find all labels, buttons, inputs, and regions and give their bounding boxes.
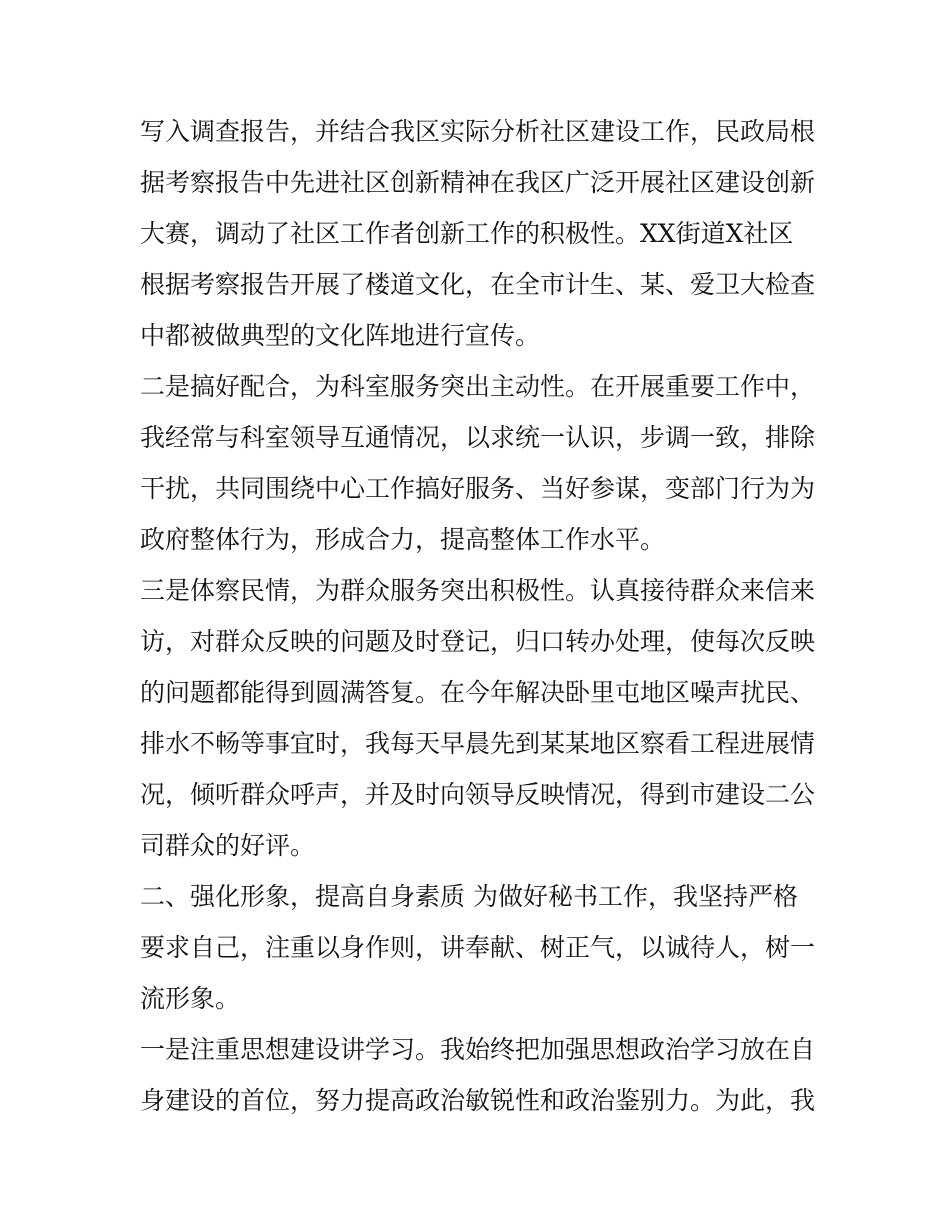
text-line: 流形象。: [140, 984, 241, 1013]
text-line: 政府整体行为，形成合力，提高整体工作水平。: [140, 525, 666, 554]
text-line: 的问题都能得到圆满答复。在今年解决卧里屯地区噪声扰民、: [140, 678, 816, 707]
text-line: 况，倾听群众呼声，并及时向领导反映情况，得到市建设二公: [140, 780, 816, 809]
text-line: 排水不畅等事宜时，我每天早晨先到某某地区察看工程进展情: [140, 729, 816, 758]
text-line: 二、强化形象，提高自身素质 为做好秘书工作，我坚持严格: [140, 882, 798, 911]
text-line: 身建设的首位，努力提高政治敏锐性和政治鉴别力。为此，我: [140, 1086, 816, 1115]
text-line: 三是体察民情，为群众服务突出积极性。认真接待群众来信来: [140, 576, 816, 605]
text-line: 我经常与科室领导互通情况，以求统一认识，步调一致，排除: [140, 423, 816, 452]
text-line: 访，对群众反映的问题及时登记，归口转办处理，使每次反映: [140, 627, 816, 656]
text-line: 干扰，共同围绕中心工作搞好服务、当好参谋，变部门行为为: [140, 474, 816, 503]
text-line: 据考察报告中先进社区创新精神在我区广泛开展社区建设创新: [140, 168, 816, 197]
text-line: 中都被做典型的文化阵地进行宣传。: [140, 321, 541, 350]
text-line: 要求自己，注重以身作则，讲奉献、树正气，以诚待人，树一: [140, 933, 816, 962]
body-text: [140, 106, 816, 1126]
text-line: 写入调查报告，并结合我区实际分析社区建设工作，民政局根: [140, 117, 816, 146]
text-line: 司群众的好评。: [140, 831, 316, 860]
text-line: 根据考察报告开展了楼道文化，在全市计生、某、爱卫大检查: [140, 270, 816, 299]
text-line: 二是搞好配合，为科室服务突出主动性。在开展重要工作中，: [140, 372, 816, 401]
text-line: 大赛，调动了社区工作者创新工作的积极性。XX街道X社区: [140, 219, 794, 248]
text-line: 一是注重思想建设讲学习。我始终把加强思想政治学习放在自: [140, 1035, 816, 1064]
